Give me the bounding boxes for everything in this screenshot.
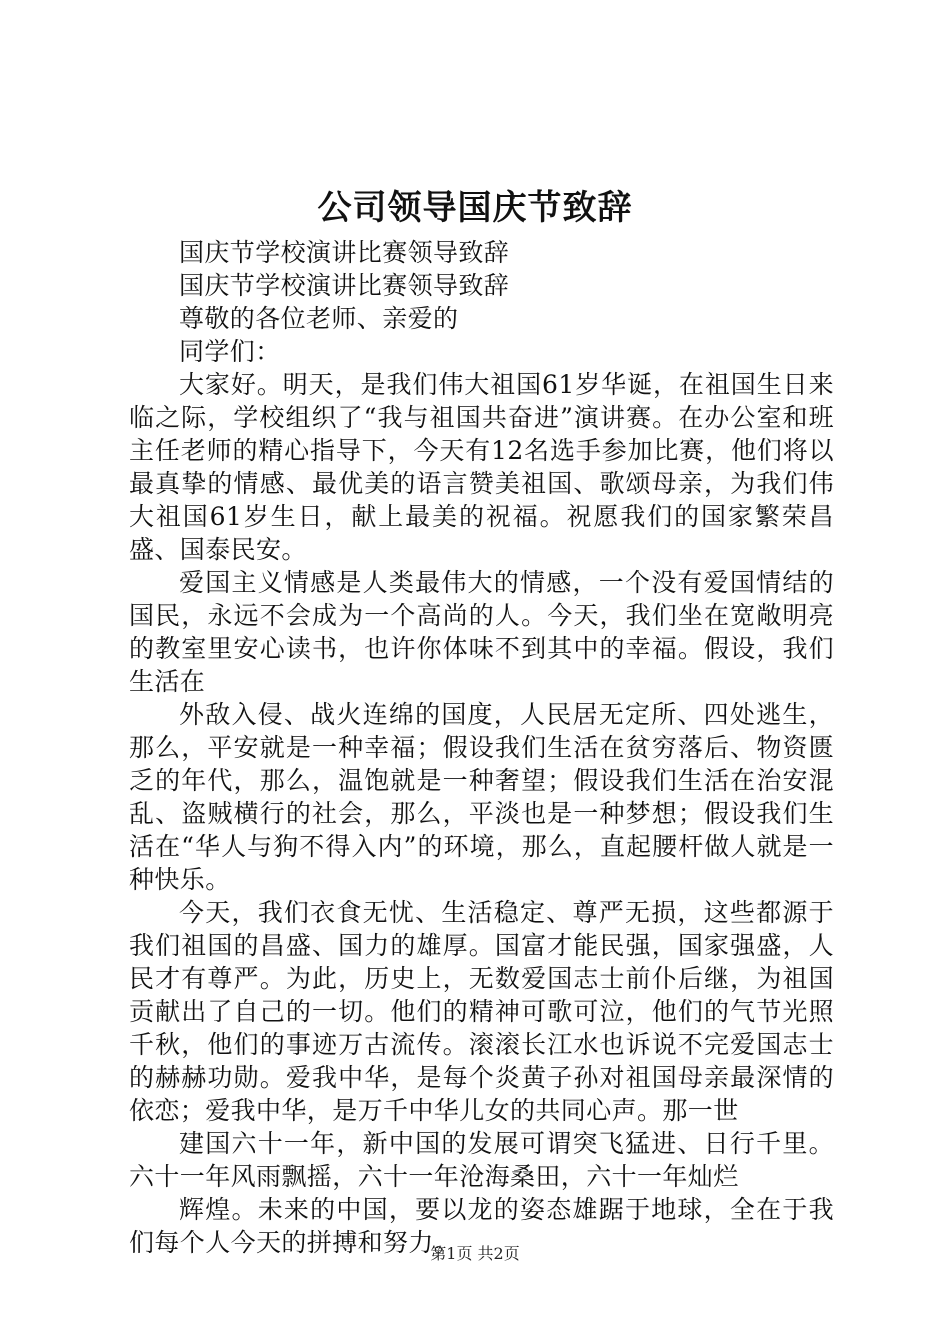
- paragraph: 辉煌。未来的中国，要以龙的姿态雄踞于地球，全在于我们每个人今天的拼搏和努力。: [129, 1195, 834, 1257]
- paragraph: 今天，我们衣食无忧、生活稳定、尊严无损，这些都源于我们祖国的昌盛、国力的雄厚。国富才能民强，国家强盛，人民才有尊严。为此，历史上，无数爱国志士前仆后继，为祖国贡献出了自己的一切。他们的精神可歌可泣，他们的气节光照千秋，他们的事迹万古流传。滚滚长江水也诉说不完爱国志士的赫赫功勋。爱我中华，是每个炎黄子孙对祖国母亲最深情的依恋；爱我中华，是万千中华儿女的共同心声。那一世: [129, 898, 834, 1125]
- paragraph: 同学们：: [179, 337, 281, 366]
- paragraph: 大家好。明天，是我们伟大祖国61岁华诞，在祖国生日来临之际，学校组织了“我与祖国共奋进”演讲赛。在办公室和班主任老师的精心指导下，今天有12名选手参加比赛，他们将以最真挚的情感、最优美的语言赞美祖国、歌颂母亲，为我们伟大祖国61岁生日，献上最美的祝福。祝愿我们的国家繁荣昌盛、国泰民安。: [129, 370, 834, 564]
- paragraph: 外敌入侵、战火连绵的国度，人民居无定所、四处逃生，那么，平安就是一种幸福；假设我们生活在贫穷落后、物资匮乏的年代，那么，温饱就是一种奢望；假设我们生活在治安混乱、盗贼横行的社会，那么，平淡也是一种梦想；假设我们生活在“华人与狗不得入内”的环境，那么，直起腰杆做人就是一种快乐。: [129, 700, 834, 894]
- paragraph: 建国六十一年，新中国的发展可谓突飞猛进、日行千里。六十一年风雨飘摇，六十一年沧海桑田，六十一年灿烂: [129, 1129, 834, 1191]
- document-body: [129, 236, 834, 1259]
- page-number-footer: 第1页 共2页: [430, 1244, 520, 1263]
- paragraph: 尊敬的各位老师、亲爱的: [179, 304, 459, 333]
- document-title: 公司领导国庆节致辞: [317, 188, 633, 228]
- paragraph: 国庆节学校演讲比赛领导致辞: [179, 271, 510, 300]
- paragraph: 爱国主义情感是人类最伟大的情感，一个没有爱国情结的国民，永远不会成为一个高尚的人。今天，我们坐在宽敞明亮的教室里安心读书，也许你体味不到其中的幸福。假设，我们生活在: [129, 568, 834, 696]
- paragraph: 国庆节学校演讲比赛领导致辞: [179, 238, 510, 267]
